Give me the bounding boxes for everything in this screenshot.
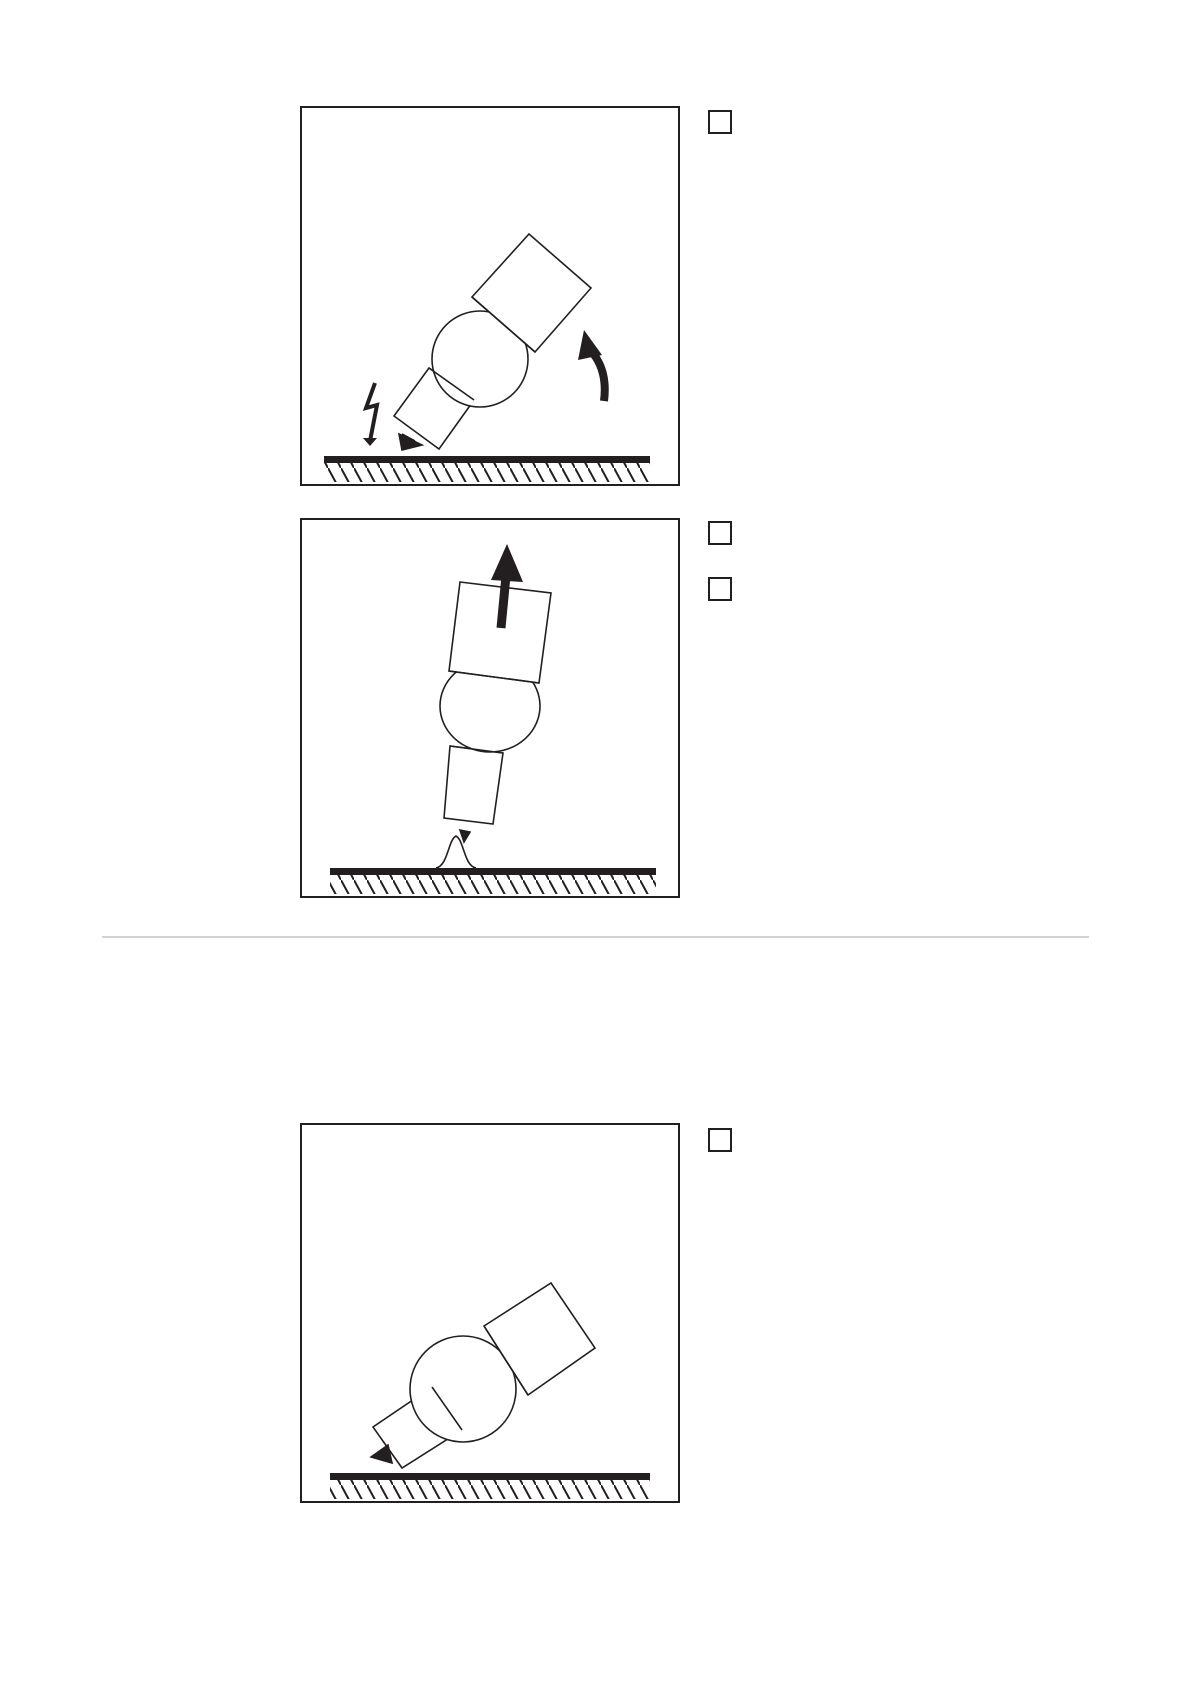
torch-start-position-illustration [302, 1125, 678, 1501]
workpiece-icon [330, 868, 656, 894]
welding-torch-upright-icon [440, 582, 551, 842]
curved-arrow-up-icon [578, 330, 605, 401]
torch-lift-arc-illustration [302, 520, 678, 896]
figure-torch-start-position [300, 1123, 680, 1503]
section-divider [102, 936, 1089, 938]
figure-touchdown-ignition [300, 106, 680, 486]
touchdown-ignition-illustration [302, 108, 678, 484]
welding-torch-tilted-icon [394, 234, 591, 450]
lightning-icon [363, 383, 377, 446]
step-checkbox[interactable] [708, 521, 732, 545]
workpiece-icon [324, 456, 650, 482]
step-checkbox[interactable] [708, 577, 732, 601]
step-checkbox[interactable] [708, 1128, 732, 1152]
step-checkbox[interactable] [708, 110, 732, 134]
welding-torch-tilted-icon [371, 1283, 595, 1468]
workpiece-icon [330, 1473, 650, 1499]
figure-torch-lift-arc [300, 518, 680, 898]
